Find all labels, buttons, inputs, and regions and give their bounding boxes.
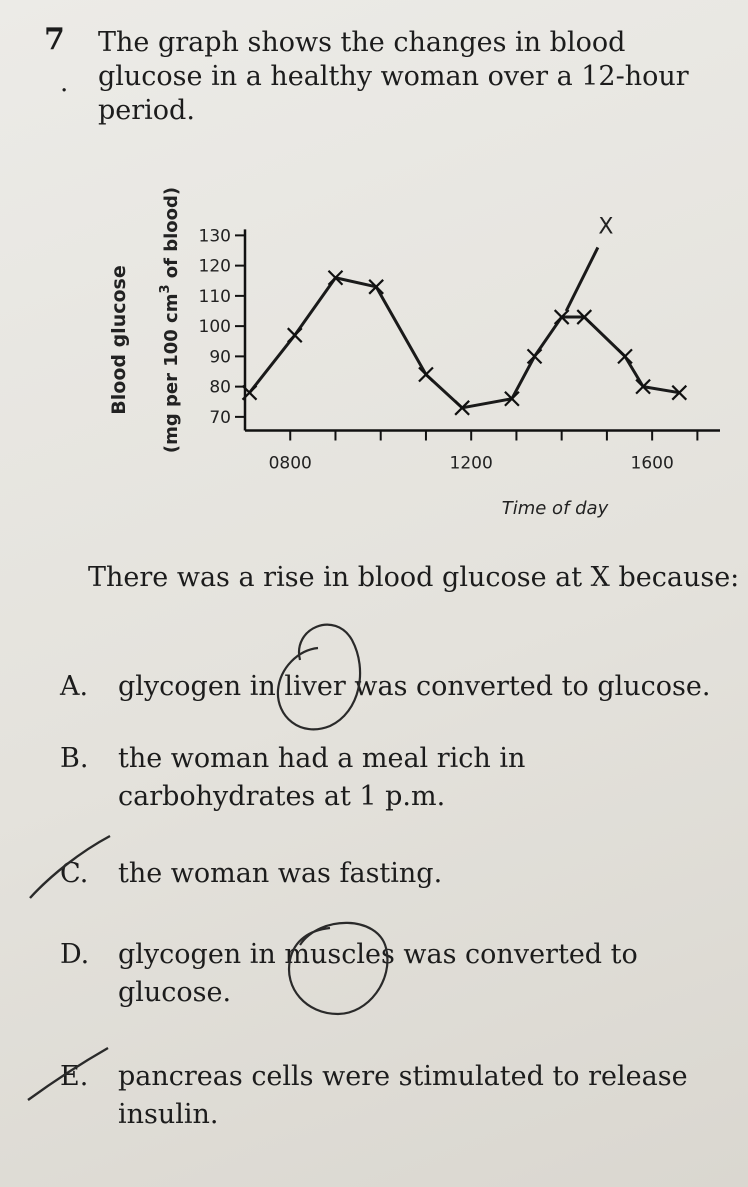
option-e-letter: E. xyxy=(60,1061,89,1092)
data-point-cross xyxy=(618,349,632,363)
y-axis-units xyxy=(158,187,182,453)
y-tick-label: 100 xyxy=(198,317,231,338)
y-axis-label: Blood glucose xyxy=(108,265,130,415)
x-tick-label: 0800 xyxy=(268,453,312,474)
y-tick-label: 90 xyxy=(209,347,231,368)
option-c[interactable] xyxy=(60,855,720,893)
option-d[interactable] xyxy=(60,936,720,1012)
option-b-letter: B. xyxy=(60,743,89,774)
question-prompt: There was a rise in blood glucose at X because: xyxy=(88,562,740,593)
y-axis-units-main: (mg per 100 cm xyxy=(161,293,182,454)
y-axis-units-rest: of blood) xyxy=(161,186,182,285)
data-point-cross xyxy=(528,349,542,363)
option-e-text: pancreas cells were stimulated to release insulin. xyxy=(118,1061,688,1130)
x-ticks xyxy=(269,430,698,473)
option-a-letter: A. xyxy=(60,671,89,702)
chart-axes xyxy=(245,229,720,430)
option-a[interactable] xyxy=(60,668,720,706)
data-point-cross xyxy=(288,328,302,342)
blood-glucose-chart xyxy=(95,170,735,530)
peak-line xyxy=(566,247,598,311)
option-d-text: glycogen in muscles was converted to glucose. xyxy=(118,939,638,1008)
peak-rise-line xyxy=(566,247,598,311)
y-tick-label: 70 xyxy=(209,407,231,428)
y-ticks xyxy=(199,226,245,428)
x-axis-label: Time of day xyxy=(501,498,609,519)
question-number: 7 xyxy=(44,22,65,57)
peak-label-x: X xyxy=(598,214,614,240)
glucose-line xyxy=(250,278,680,408)
x-tick-label: 1200 xyxy=(449,453,493,474)
bullet-dot: . xyxy=(60,68,69,98)
option-c-letter: C. xyxy=(60,858,89,889)
option-d-letter: D. xyxy=(60,939,90,970)
option-c-text: the woman was fasting. xyxy=(118,858,443,889)
option-e[interactable] xyxy=(60,1058,720,1134)
y-tick-label: 80 xyxy=(209,377,231,398)
y-tick-label: 130 xyxy=(198,226,231,247)
y-axis-units-sup: 3 xyxy=(158,284,173,294)
option-b[interactable] xyxy=(60,740,720,816)
y-tick-label: 110 xyxy=(198,286,231,307)
y-tick-label: 120 xyxy=(198,256,231,277)
question-text: The graph shows the changes in blood glucose in a healthy woman over a 12-hour period. xyxy=(98,27,689,126)
option-a-text: glycogen in liver was converted to glucose. xyxy=(118,671,711,702)
data-point-cross xyxy=(419,368,433,382)
x-tick-label: 1600 xyxy=(630,453,674,474)
glucose-series xyxy=(243,271,687,415)
option-b-text: the woman had a meal rich in carbohydrates at 1 p.m. xyxy=(118,743,526,812)
